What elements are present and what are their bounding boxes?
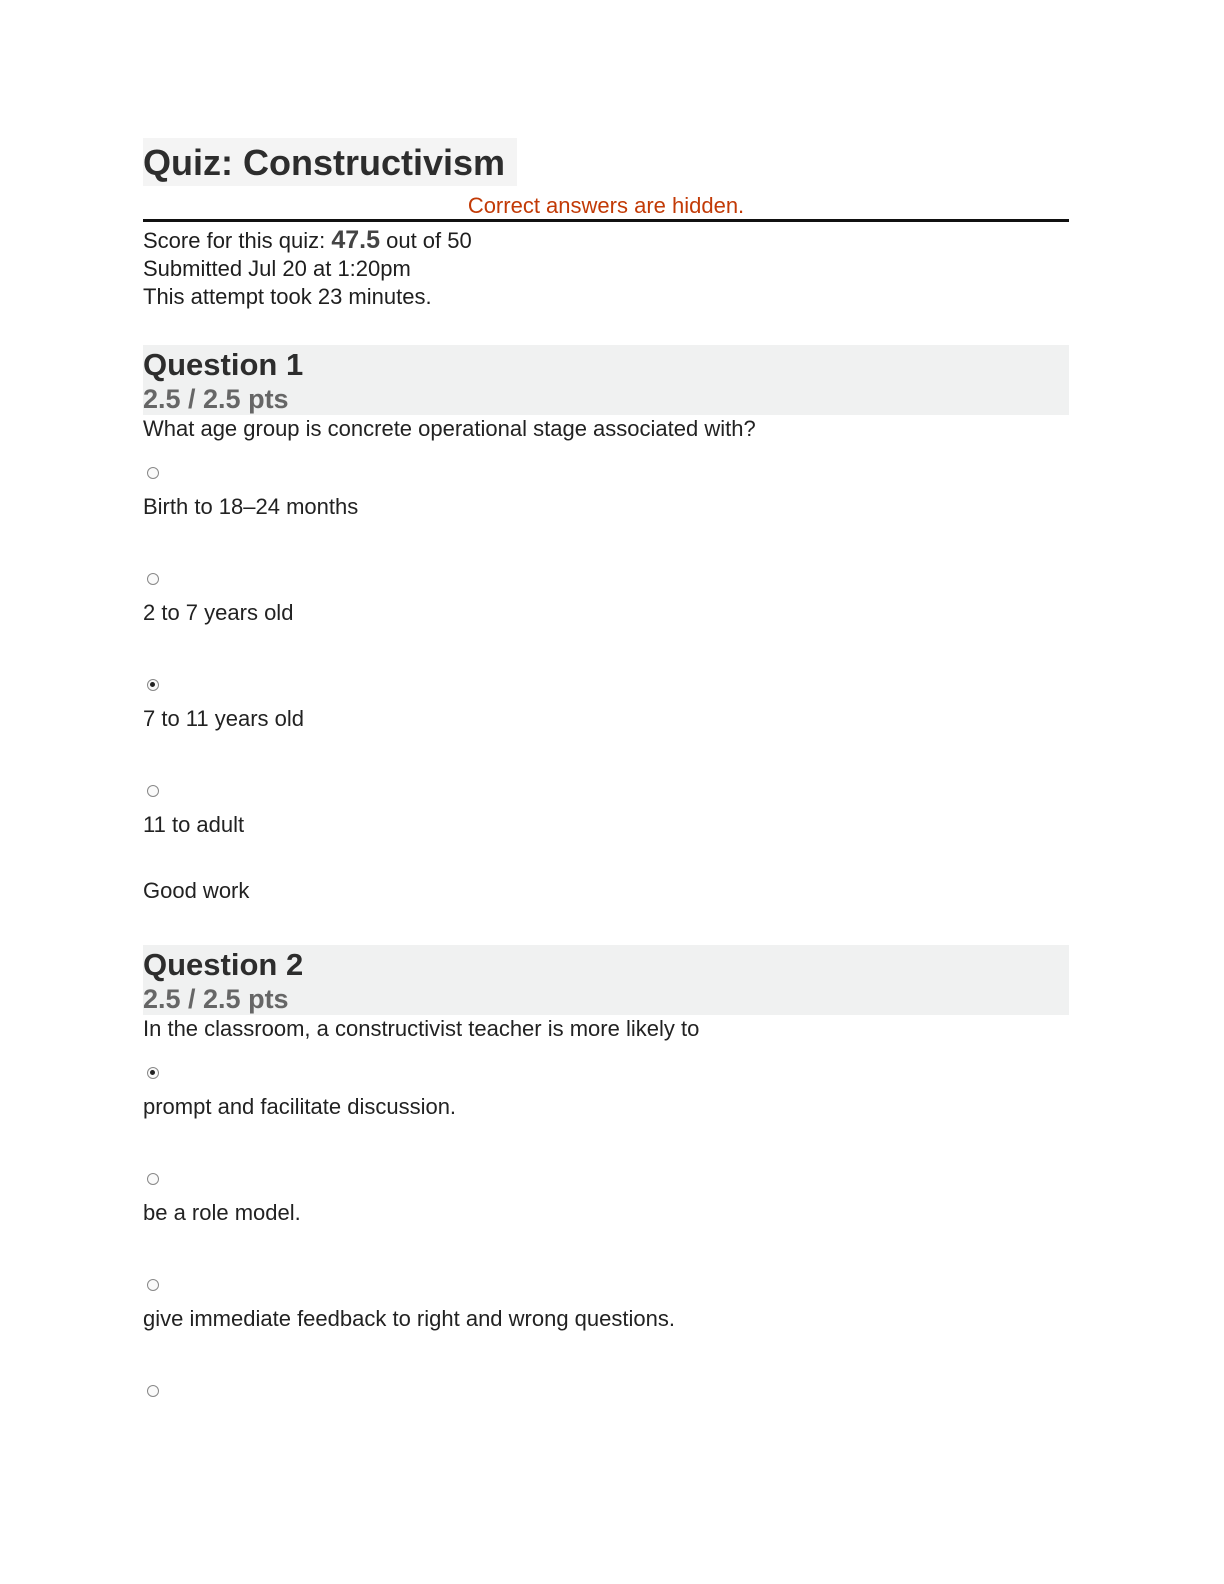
radio-button-selected[interactable] <box>147 679 159 691</box>
answer-label: 2 to 7 years old <box>143 600 294 625</box>
answer-label: prompt and facilitate discussion. <box>143 1094 457 1119</box>
quiz-page <box>143 138 1069 1425</box>
answer-label: 7 to 11 years old <box>143 706 305 731</box>
question-points: 2.5 / 2.5 pts <box>143 384 289 414</box>
answer-option[interactable] <box>143 679 1069 785</box>
answer-option[interactable] <box>143 785 1069 877</box>
question-title: Question 1 <box>143 347 304 382</box>
radio-button[interactable] <box>147 573 159 585</box>
question-text: What age group is concrete operational stage associated with? <box>143 416 756 441</box>
answer-label: give immediate feedback to right and wrong questions. <box>143 1306 675 1331</box>
duration-line: This attempt took 23 minutes. <box>143 284 432 309</box>
radio-button[interactable] <box>147 1385 159 1397</box>
submitted-line: Submitted Jul 20 at 1:20pm <box>143 256 411 281</box>
answer-option[interactable] <box>143 1279 1069 1385</box>
quiz-summary <box>143 226 1069 311</box>
radio-button[interactable] <box>147 785 159 797</box>
question-points: 2.5 / 2.5 pts <box>143 984 289 1014</box>
question-2 <box>143 945 1069 1425</box>
answer-label: 11 to adult <box>143 812 245 837</box>
answer-option[interactable] <box>143 1385 1069 1425</box>
answer-option[interactable] <box>143 467 1069 573</box>
radio-button-selected[interactable] <box>147 1067 159 1079</box>
answer-option[interactable] <box>143 1067 1069 1173</box>
question-title: Question 2 <box>143 947 304 982</box>
page-title: Quiz: Constructivism <box>143 138 517 186</box>
answer-label: be a role model. <box>143 1200 301 1225</box>
question-1 <box>143 345 1069 905</box>
answer-label: Birth to 18–24 months <box>143 494 359 519</box>
answer-option[interactable] <box>143 1173 1069 1279</box>
radio-button[interactable] <box>147 1279 159 1291</box>
score-prefix: Score for this quiz: <box>143 228 332 253</box>
radio-button[interactable] <box>147 1173 159 1185</box>
question-comment: Good work <box>143 878 250 903</box>
score-suffix: out of 50 <box>379 228 472 253</box>
correct-answers-hidden-note: Correct answers are hidden. <box>143 193 1069 222</box>
question-text: In the classroom, a constructivist teacher is more likely to <box>143 1016 700 1041</box>
question-header <box>143 945 1069 1015</box>
score-value: 47.5 <box>331 226 380 254</box>
radio-button[interactable] <box>147 467 159 479</box>
answer-option[interactable] <box>143 573 1069 679</box>
score-line <box>143 226 1069 255</box>
question-header <box>143 345 1069 415</box>
